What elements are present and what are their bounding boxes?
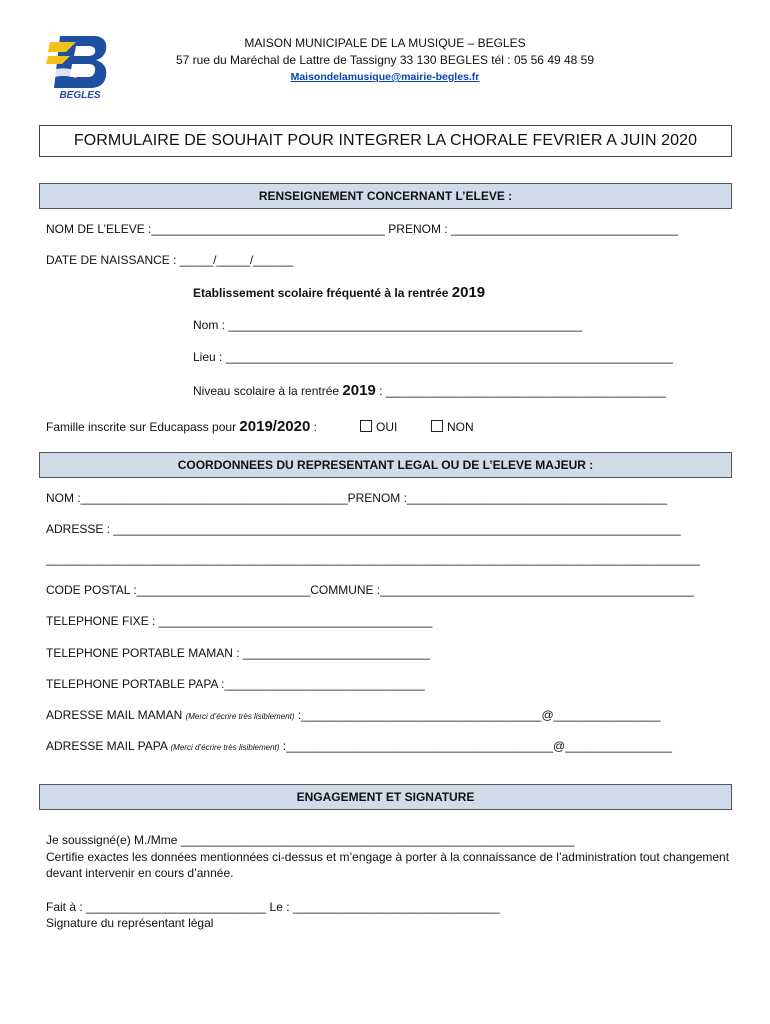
rep-adresse-field-2[interactable]: __________________________________________________________________________________________________ (46, 552, 701, 566)
org-address: 57 rue du Maréchal de Lattre de Tassigny 33 130 BEGLES tél : 05 56 49 48 59 (175, 53, 595, 67)
eleve-nom-prenom-field[interactable]: NOM DE L’ELEVE :___________________________________ PRENOM : __________________________________ (46, 222, 678, 236)
educapass-row (46, 418, 317, 435)
rep-mail-maman-field[interactable] (46, 708, 660, 722)
section-eleve-header: RENSEIGNEMENT CONCERNANT L’ELEVE : (39, 183, 732, 209)
rep-tel-maman-field[interactable]: TELEPHONE PORTABLE MAMAN : ____________________________ (46, 646, 430, 660)
mail-maman-note: (Merci d’écrire très lisiblement) (185, 712, 295, 721)
niveau-label: Niveau scolaire à la rentrée (193, 384, 343, 398)
oui-label: OUI (376, 420, 398, 434)
mail-papa-blank: :________________________________________@________________ (279, 739, 673, 753)
non-label: NON (447, 420, 474, 434)
rep-tel-papa-field[interactable]: TELEPHONE PORTABLE PAPA :______________________________ (46, 677, 425, 691)
mail-papa-note: (Merci d’écrire très lisiblement) (170, 743, 280, 752)
rep-nom-prenom-field[interactable]: NOM :________________________________________PRENOM :_______________________________________ (46, 491, 668, 505)
etab-lieu-field[interactable]: Lieu : ___________________________________________________________________ (193, 350, 673, 364)
etab-year: 2019 (451, 284, 486, 301)
fait-le-field[interactable]: Fait à : ___________________________ Le : _______________________________ (46, 900, 500, 914)
eleve-naissance-field[interactable]: DATE DE NAISSANCE : _____/_____/______ (46, 253, 294, 267)
mail-maman-blank: :____________________________________@________________ (294, 708, 661, 722)
oui-option[interactable] (360, 420, 397, 434)
rep-tel-fixe-field[interactable]: TELEPHONE FIXE : _________________________________________ (46, 614, 433, 628)
soussigne-field[interactable]: Je soussigné(e) M./Mme ___________________________________________________________ (46, 833, 575, 847)
educapass-label: Famille inscrite sur Educapass pour (46, 420, 240, 434)
rep-cp-commune-field[interactable]: CODE POSTAL :__________________________COMMUNE :_______________________________________________ (46, 583, 694, 597)
niveau-field[interactable] (193, 382, 666, 399)
rep-mail-papa-field[interactable] (46, 739, 672, 753)
etab-heading (193, 284, 485, 301)
non-checkbox[interactable] (431, 420, 443, 432)
org-name: MAISON MUNICIPALE DE LA MUSIQUE – BEGLES (244, 36, 526, 50)
rep-adresse-field[interactable]: ADRESSE : _____________________________________________________________________________________ (46, 522, 681, 536)
niveau-year: 2019 (342, 382, 376, 399)
etab-nom-field[interactable]: Nom : _____________________________________________________ (193, 318, 583, 332)
mail-papa-label: ADRESSE MAIL PAPA (46, 739, 171, 753)
etab-label: Etablissement scolaire fréquenté à la rentrée (193, 286, 452, 300)
begles-logo (46, 32, 112, 104)
non-option[interactable] (431, 420, 474, 434)
signature-label: Signature du représentant légal (46, 916, 214, 930)
mail-maman-label: ADRESSE MAIL MAMAN (46, 708, 186, 722)
org-email-link[interactable]: Maisondelamusique@mairie-begles.fr (290, 71, 480, 83)
educapass-colon: : (310, 420, 317, 434)
educapass-year: 2019/2020 (239, 418, 311, 435)
oui-checkbox[interactable] (360, 420, 372, 432)
section-representant-header: COORDONNEES DU REPRESENTANT LEGAL OU DE L’ELEVE MAJEUR : (39, 452, 732, 478)
niveau-blank: : __________________________________________ (375, 384, 667, 398)
certifie-text: Certifie exactes les données mentionnées ci-dessus et m’engage à porter à la connaissance de l’administration tout changement devant intervenir en cours d’année. (46, 850, 730, 880)
form-title: FORMULAIRE DE SOUHAIT POUR INTEGRER LA CHORALE FEVRIER A JUIN 2020 (39, 125, 732, 157)
logo-text: BEGLES (59, 90, 101, 101)
section-engagement-header: ENGAGEMENT ET SIGNATURE (39, 784, 732, 810)
